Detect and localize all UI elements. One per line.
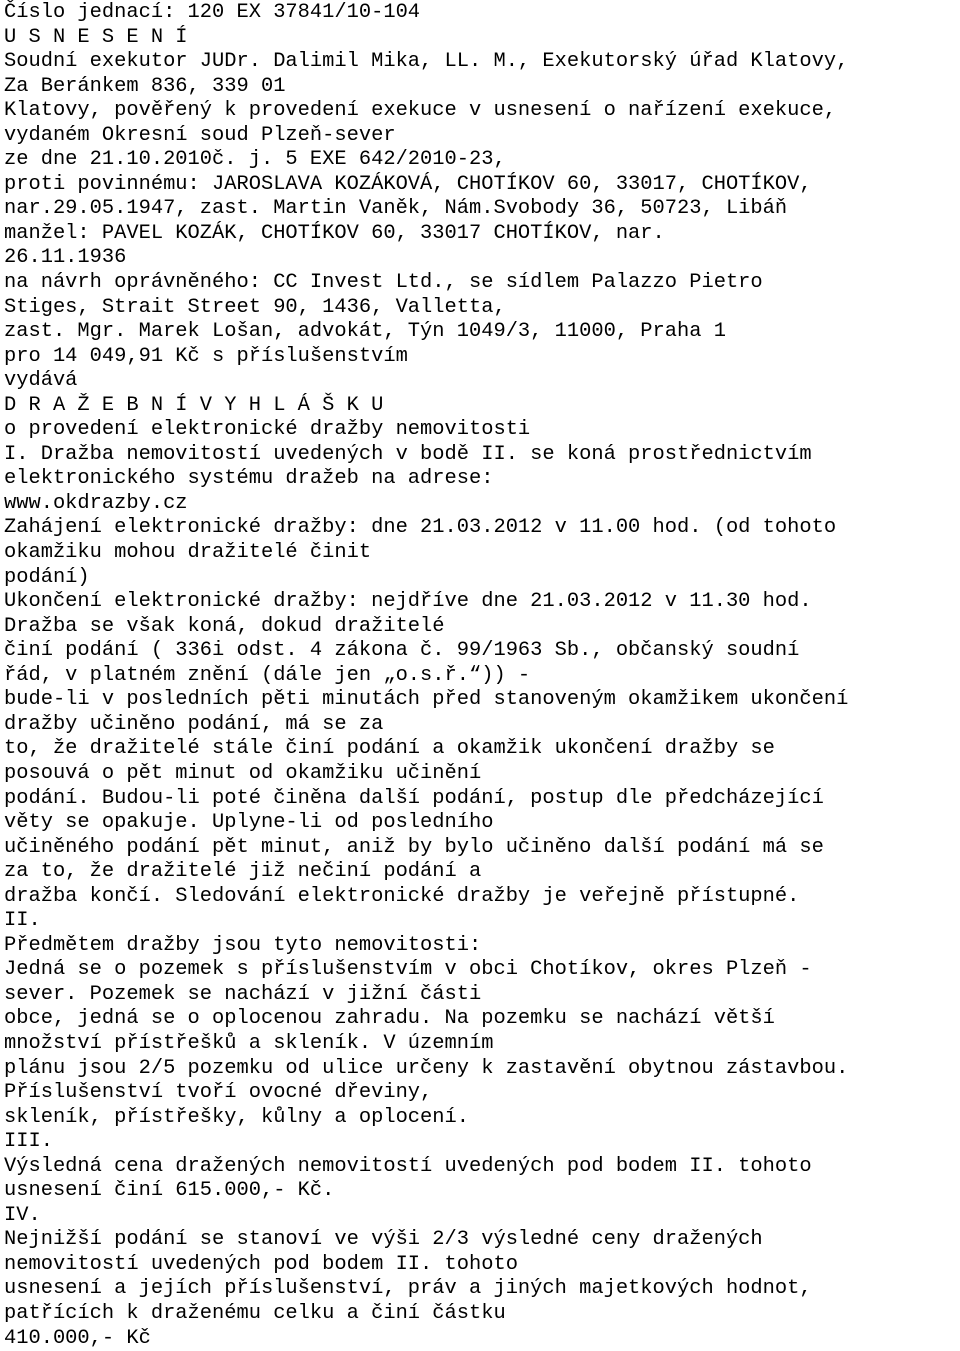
document-line: vydaném Okresní soud Plzeň-sever: [4, 123, 396, 147]
document-line: zast. Mgr. Marek Lošan, advokát, Týn 1049/3, 11000, Praha 1: [4, 320, 726, 344]
document-line: usnesení činí 615.000,- Kč.: [4, 1179, 335, 1203]
document-line: vydává: [4, 369, 78, 393]
document-line: pro 14 049,91 Kč s příslušenstvím: [4, 344, 408, 368]
document-line: II.: [4, 909, 41, 933]
document-line: Nejnižší podání se stanoví ve výši 2/3 výsledné ceny dražených: [4, 1228, 763, 1252]
document-line: Ukončení elektronické dražby: nejdříve dne 21.03.2012 v 11.30 hod.: [4, 590, 812, 614]
document-line: Za Beránkem 836, 339 01: [4, 74, 286, 98]
document-line: množství přístřešků a skleník. V územním: [4, 1031, 494, 1055]
document-line: proti povinnému: JAROSLAVA KOZÁKOVÁ, CHOTÍKOV 60, 33017, CHOTÍKOV,: [4, 172, 812, 196]
document-line: podání): [4, 565, 90, 589]
document-line: skleník, přístřešky, kůlny a oplocení.: [4, 1105, 469, 1129]
document-line: řád, v platném znění (dále jen „o.s.ř.“)) -: [4, 663, 531, 687]
document-line: podání. Budou-li poté činěna další podání, postup dle předcházející: [4, 786, 824, 810]
document-line: o provedení elektronické dražby nemovitosti: [4, 418, 531, 442]
document-line: Příslušenství tvoří ovocné dřeviny,: [4, 1081, 433, 1105]
document-line: bude-li v posledních pěti minutách před stanoveným okamžikem ukončení: [4, 688, 849, 712]
document-line: Soudní exekutor JUDr. Dalimil Mika, LL. M., Exekutorský úřad Klatovy,: [4, 50, 849, 74]
document-line: 410.000,- Kč: [4, 1326, 151, 1350]
document-line: usnesení a jejích příslušenství, práv a jiných majetkových hodnot,: [4, 1277, 812, 1301]
document-line: D R A Ž E B N Í V Y H L Á Š K U: [4, 393, 384, 417]
document-line: www.okdrazby.cz: [4, 491, 188, 515]
document-line: Předmětem dražby jsou tyto nemovitosti:: [4, 933, 482, 957]
document-line: činí podání ( 336i odst. 4 zákona č. 99/1963 Sb., občanský soudní: [4, 639, 800, 663]
document-line: dražba končí. Sledování elektronické dražby je veřejně přístupné.: [4, 884, 800, 908]
document-line: nar.29.05.1947, zast. Martin Vaněk, Nám.Svobody 36, 50723, Libáň: [4, 197, 788, 221]
document-line: Klatovy, pověřený k provedení exekuce v usnesení o nařízení exekuce,: [4, 99, 837, 123]
document-line: Výsledná cena dražených nemovitostí uvedených pod bodem II. tohoto: [4, 1154, 812, 1178]
document-line: sever. Pozemek se nachází v jižní části: [4, 982, 482, 1006]
document-line: nemovitostí uvedených pod bodem II. tohoto: [4, 1252, 518, 1276]
document-line: Jedná se o pozemek s příslušenstvím v obci Chotíkov, okres Plzeň -: [4, 958, 812, 982]
document-line: IV.: [4, 1203, 41, 1227]
document-line: III.: [4, 1130, 53, 1154]
document-line: na návrh oprávněného: CC Invest Ltd., se sídlem Palazzo Pietro: [4, 271, 763, 295]
document-line: obce, jedná se o oplocenou zahradu. Na pozemku se nachází větší: [4, 1007, 775, 1031]
document-line: okamžiku mohou dražitelé činit: [4, 541, 372, 565]
document-line: Číslo jednací: 120 EX 37841/10-104: [4, 1, 421, 24]
document-line: patřících k draženému celku a činí částku: [4, 1301, 506, 1325]
document-line: věty se opakuje. Uplyne-li od posledního: [4, 811, 494, 835]
document-line: Dražba se však koná, dokud dražitelé: [4, 614, 445, 638]
document-line: manžel: PAVEL KOZÁK, CHOTÍKOV 60, 33017 CHOTÍKOV, nar.: [4, 221, 665, 245]
document-line: I. Dražba nemovitostí uvedených v bodě II. se koná prostřednictvím: [4, 442, 812, 466]
document-text: [4, 1, 960, 1351]
document-line: ze dne 21.10.2010č. j. 5 EXE 642/2010-23,: [4, 148, 506, 172]
document-line: to, že dražitelé stále činí podání a okamžik ukončení dražby se: [4, 737, 775, 761]
document-line: učiněného podání pět minut, aniž by bylo učiněno další podání má se: [4, 835, 824, 859]
document-line: 26.11.1936: [4, 246, 127, 270]
document-line: Stiges, Strait Street 90, 1436, Valletta,: [4, 295, 506, 319]
document-line: za to, že dražitelé již nečiní podání a: [4, 860, 482, 884]
document-line: posouvá o pět minut od okamžiku učinění: [4, 761, 482, 785]
document-line: Zahájení elektronické dražby: dne 21.03.2012 v 11.00 hod. (od tohoto: [4, 516, 837, 540]
document-line: elektronického systému dražeb na adrese:: [4, 467, 494, 491]
document-line: plánu jsou 2/5 pozemku od ulice určeny k zastavění obytnou zástavbou.: [4, 1056, 849, 1080]
document-line: dražby učiněno podání, má se za: [4, 712, 384, 736]
document-line: U S N E S E N Í: [4, 25, 188, 49]
